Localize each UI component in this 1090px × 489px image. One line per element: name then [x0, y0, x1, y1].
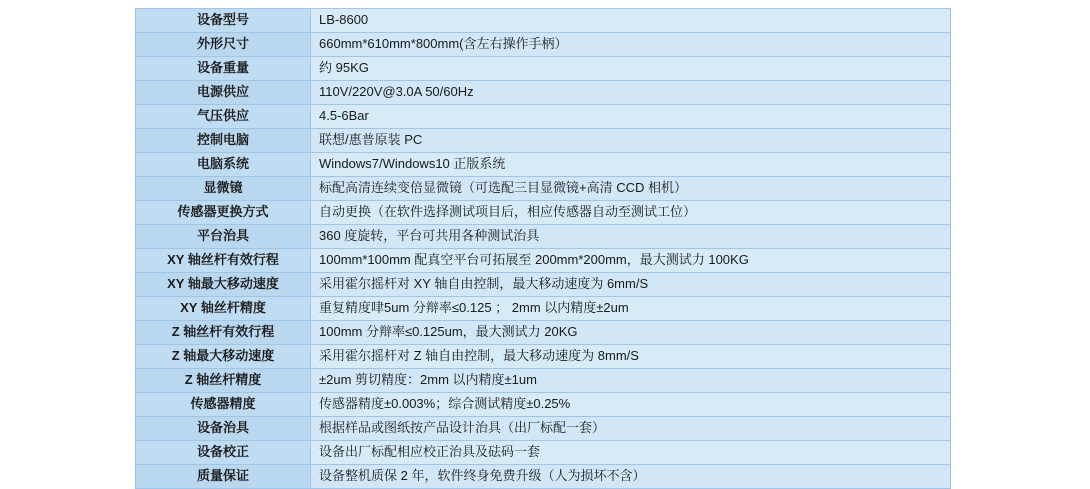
row-value: Windows7/Windows10 正版系统	[311, 153, 951, 177]
table-row	[136, 129, 951, 153]
row-value: 100mm 分辩率≤0.125um，最大测试力 20KG	[311, 321, 951, 345]
table-row	[136, 345, 951, 369]
table-row	[136, 9, 951, 33]
row-value: 设备出厂标配相应校正治具及砝码一套	[311, 441, 951, 465]
table-row	[136, 321, 951, 345]
row-label: 控制电脑	[136, 129, 311, 153]
table-row	[136, 201, 951, 225]
row-label: 电脑系统	[136, 153, 311, 177]
table-row	[136, 153, 951, 177]
row-label: 设备重量	[136, 57, 311, 81]
row-label: Z 轴丝杆有效行程	[136, 321, 311, 345]
row-value: 根据样品或图纸按产品设计治具（出厂标配一套）	[311, 417, 951, 441]
row-value: 660mm*610mm*800mm(含左右操作手柄）	[311, 33, 951, 57]
row-label: 传感器更换方式	[136, 201, 311, 225]
row-value: 标配高清连续变倍显微镜（可选配三目显微镜+高清 CCD 相机）	[311, 177, 951, 201]
row-value: 约 95KG	[311, 57, 951, 81]
row-value: 4.5-6Bar	[311, 105, 951, 129]
row-value: 采用霍尔摇杆对 Z 轴自由控制，最大移动速度为 8mm/S	[311, 345, 951, 369]
table-row	[136, 369, 951, 393]
row-label: 平台治具	[136, 225, 311, 249]
table-row	[136, 105, 951, 129]
table-row	[136, 177, 951, 201]
row-label: 质量保证	[136, 465, 311, 489]
table-row	[136, 57, 951, 81]
table-row	[136, 417, 951, 441]
row-value: 360 度旋转，平台可共用各种测试治具	[311, 225, 951, 249]
table-row	[136, 441, 951, 465]
row-value: 联想/惠普原装 PC	[311, 129, 951, 153]
row-value: 自动更换（在软件选择测试项目后，相应传感器自动至测试工位）	[311, 201, 951, 225]
table-row	[136, 297, 951, 321]
row-label: 电源供应	[136, 81, 311, 105]
row-value: 设备整机质保 2 年，软件终身免费升级（人为损坏不含）	[311, 465, 951, 489]
table-row	[136, 225, 951, 249]
table-row	[136, 81, 951, 105]
table-row	[136, 465, 951, 489]
row-label: 外形尺寸	[136, 33, 311, 57]
specification-table-body	[136, 9, 951, 489]
row-label: Z 轴丝杆精度	[136, 369, 311, 393]
row-label: 设备校正	[136, 441, 311, 465]
row-label: XY 轴丝杆有效行程	[136, 249, 311, 273]
row-value: 110V/220V@3.0A 50/60Hz	[311, 81, 951, 105]
row-value: 传感器精度±0.003%；综合测试精度±0.25%	[311, 393, 951, 417]
row-label: 传感器精度	[136, 393, 311, 417]
row-label: 显微镜	[136, 177, 311, 201]
row-value: 重复精度㖀5um 分辩率≤0.125 ； 2mm 以内精度±2um	[311, 297, 951, 321]
table-row	[136, 273, 951, 297]
row-label: 设备治具	[136, 417, 311, 441]
row-label: Z 轴最大移动速度	[136, 345, 311, 369]
row-value: 采用霍尔摇杆对 XY 轴自由控制，最大移动速度为 6mm/S	[311, 273, 951, 297]
specification-table	[135, 8, 951, 489]
table-row	[136, 249, 951, 273]
row-label: 气压供应	[136, 105, 311, 129]
row-value: ±2um 剪切精度：2mm 以内精度±1um	[311, 369, 951, 393]
row-label: XY 轴最大移动速度	[136, 273, 311, 297]
row-label: XY 轴丝杆精度	[136, 297, 311, 321]
row-label: 设备型号	[136, 9, 311, 33]
table-row	[136, 393, 951, 417]
table-row	[136, 33, 951, 57]
row-value: 100mm*100mm 配真空平台可拓展至 200mm*200mm，最大测试力 100KG	[311, 249, 951, 273]
row-value: LB-8600	[311, 9, 951, 33]
